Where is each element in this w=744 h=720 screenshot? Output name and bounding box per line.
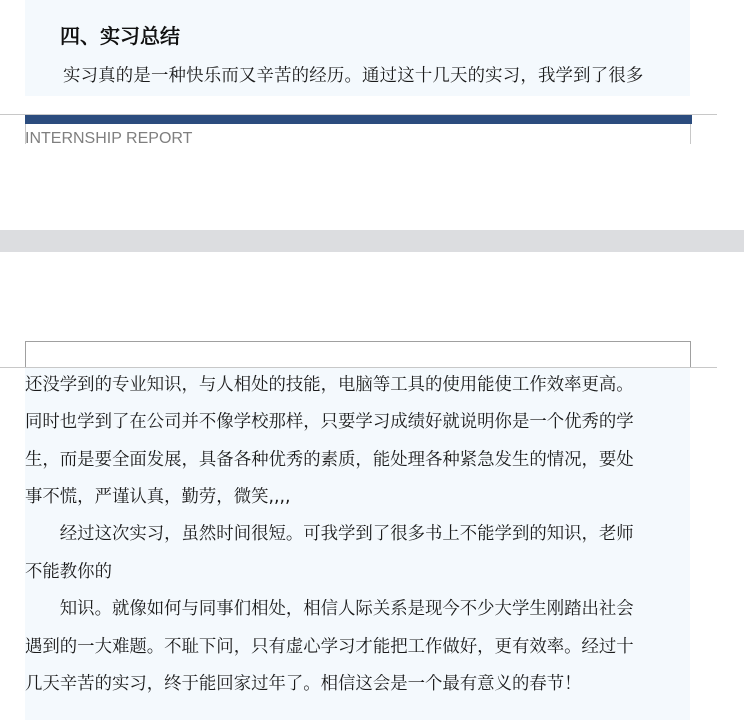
accent-bar (25, 115, 692, 124)
body-line: 生，而是要全面发展，具备各种优秀的素质，能处理各种紧急发生的情况，要处 (25, 450, 634, 470)
body-line: 经过这次实习，虽然时间很短。可我学到了很多书上不能学到的知识，老师 (25, 524, 634, 544)
body-line: 遇到的一大难题。不耻下问，只有虚心学习才能把工作做好，更有效率。经过十 (25, 637, 634, 657)
header-box-right (690, 124, 691, 144)
body-line: 几天辛苦的实习，终于能回家过年了。相信这会是一个最有意义的春节！ (25, 674, 582, 694)
body-line: 事不慌，严谨认真，勤劳，微笑,,,, (25, 487, 291, 507)
body-line: 还没学到的专业知识，与人相处的技能，电脑等工具的使用能使工作效率更高。 (25, 375, 634, 395)
body-line: 知识。就像如何与同事们相处，相信人际关系是现今不少大学生刚踏出社会 (25, 599, 634, 619)
paragraph-line: 实习真的是一种快乐而又辛苦的经历。通过这十几天的实习，我学到了很多 (63, 66, 644, 86)
header-title: INTERNSHIP REPORT (25, 130, 193, 147)
section-heading: 四、实习总结 (60, 24, 180, 48)
page-gap (0, 230, 744, 252)
header-box (25, 341, 691, 368)
body-line: 不能教你的 (25, 562, 112, 582)
body-line: 同时也学到了在公司并不像学校那样，只要学习成绩好就说明你是一个优秀的学 (25, 412, 634, 432)
